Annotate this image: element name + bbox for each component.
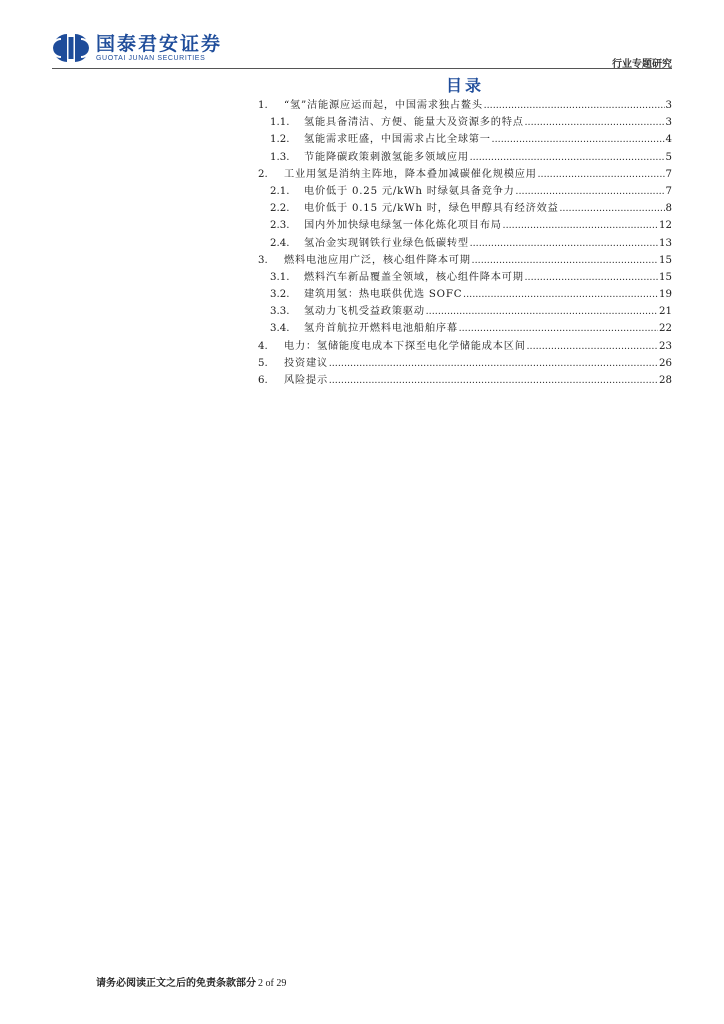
toc-leader-dots <box>492 131 665 148</box>
toc-entry-number: 2.3. <box>270 220 290 232</box>
company-logo <box>52 33 222 63</box>
toc-entry[interactable] <box>258 166 672 183</box>
toc-entry-page: 13 <box>659 237 672 249</box>
toc-entry-label: 氢能具备清洁、方便、能量大及资源多的特点 <box>304 117 524 129</box>
toc-entry-label: 燃料电池应用广泛，核心组件降本可期 <box>284 254 471 266</box>
toc-leader-dots <box>538 166 665 183</box>
toc-leader-dots <box>560 200 665 217</box>
toc-entry-number: 3.4. <box>270 323 290 335</box>
toc-entry-page: 15 <box>659 271 672 283</box>
toc-entry[interactable] <box>258 372 672 389</box>
toc-entry-number: 5. <box>258 357 268 369</box>
toc-entry-label: 建筑用氢：热电联供优选 SOFC <box>304 289 463 301</box>
toc-entry-number: 2.2. <box>270 203 290 215</box>
toc-entry-number: 3.2. <box>270 289 290 301</box>
toc-entry-label: 氢冶金实现钢铁行业绿色低碳转型 <box>304 237 469 249</box>
toc-entry[interactable] <box>258 303 672 320</box>
logo-english-name: GUOTAI JUNAN SECURITIES <box>96 55 206 62</box>
toc-entry-page: 5 <box>665 151 672 163</box>
toc-entry[interactable] <box>258 338 672 355</box>
toc-entry[interactable] <box>258 183 672 200</box>
page-header <box>0 0 724 72</box>
toc-entry-label: 工业用氢是消纳主阵地，降本叠加减碳催化规模应用 <box>284 168 537 180</box>
toc-entry-label: 风险提示 <box>284 375 328 386</box>
toc-entry-label: 电价低于 0.15 元/kWh 时，绿色甲醇具有经济效益 <box>304 203 559 215</box>
toc-entry[interactable] <box>258 149 672 166</box>
toc-entry-page: 26 <box>659 357 672 369</box>
toc-entry-page: 4 <box>665 134 672 146</box>
toc-entry-page: 19 <box>659 289 672 301</box>
page-number: 2 of 29 <box>258 978 287 989</box>
toc-title: 目录 <box>445 76 484 95</box>
toc-entry-label: 燃料汽车新品覆盖全领域，核心组件降本可期 <box>304 271 524 283</box>
toc-entry[interactable] <box>258 200 672 217</box>
toc-leader-dots <box>459 320 658 337</box>
table-of-contents <box>258 97 672 389</box>
toc-leader-dots <box>516 183 665 200</box>
toc-entry-label: 节能降碳政策刺激氢能多领域应用 <box>304 151 469 163</box>
toc-entry[interactable] <box>258 131 672 148</box>
toc-entry[interactable] <box>258 235 672 252</box>
toc-entry-number: 6. <box>258 375 268 386</box>
toc-entry-label: 国内外加快绿电绿氢一体化炼化项目布局 <box>304 220 502 232</box>
toc-entry[interactable] <box>258 355 672 372</box>
toc-leader-dots <box>470 235 658 252</box>
toc-leader-dots <box>329 355 658 372</box>
toc-entry[interactable] <box>258 320 672 337</box>
toc-leader-dots <box>484 97 665 114</box>
toc-leader-dots <box>527 338 658 355</box>
toc-entry-number: 2.1. <box>270 185 290 197</box>
header-divider <box>52 68 672 69</box>
toc-entry[interactable] <box>258 252 672 269</box>
toc-entry-label: 投资建议 <box>284 357 328 369</box>
toc-entry-page: 23 <box>659 340 672 352</box>
toc-leader-dots <box>463 286 658 303</box>
toc-entry-label: 电力：氢储能度电成本下探至电化学储能成本区间 <box>284 340 526 352</box>
footer-disclaimer: 请务必阅读正文之后的免责条款部分 <box>96 978 256 989</box>
toc-entry-number: 1. <box>258 100 268 111</box>
guotai-junan-logo-icon <box>52 33 90 63</box>
toc-entry[interactable] <box>258 269 672 286</box>
toc-entry-page: 12 <box>659 220 672 232</box>
toc-entry-number: 2. <box>258 168 268 180</box>
toc-entry-page: 21 <box>659 306 672 318</box>
toc-entry-page: 8 <box>665 203 672 215</box>
toc-entry-number: 3.1. <box>270 271 290 283</box>
toc-entry[interactable] <box>258 114 672 131</box>
toc-entry-number: 1.1. <box>270 117 290 129</box>
logo-chinese-name: 国泰君安证券 <box>96 33 223 55</box>
toc-entry-number: 1.3. <box>270 151 290 163</box>
toc-entry-label: 电价低于 0.25 元/kWh 时绿氨具备竞争力 <box>304 185 515 197</box>
toc-entry[interactable] <box>258 97 672 114</box>
toc-leader-dots <box>525 269 658 286</box>
toc-entry[interactable] <box>258 217 672 234</box>
toc-entry-number: 2.4. <box>270 237 290 249</box>
toc-entry-page: 28 <box>659 375 672 386</box>
toc-entry-page: 15 <box>659 254 672 266</box>
toc-entry-label: 氢动力飞机受益政策驱动 <box>304 306 425 318</box>
toc-leader-dots <box>472 252 658 269</box>
toc-leader-dots <box>525 114 665 131</box>
toc-leader-dots <box>470 149 665 166</box>
page-footer <box>96 974 286 989</box>
toc-entry-page: 3 <box>665 117 672 129</box>
toc-entry-page: 7 <box>665 185 672 197</box>
report-category: 行业专题研究 <box>612 59 672 70</box>
toc-entry-label: “氢”洁能源应运而起，中国需求独占鳌头 <box>284 100 483 111</box>
toc-entry-page: 22 <box>659 323 672 335</box>
toc-entry-number: 4. <box>258 340 268 352</box>
toc-entry-page: 3 <box>665 100 672 111</box>
toc-leader-dots <box>503 217 658 234</box>
toc-leader-dots <box>426 303 658 320</box>
toc-entry-number: 1.2. <box>270 134 290 146</box>
toc-entry-number: 3. <box>258 254 268 266</box>
toc-entry-label: 氢舟首航拉开燃料电池船舶序幕 <box>304 323 458 335</box>
toc-entry-label: 氢能需求旺盛，中国需求占比全球第一 <box>304 134 491 146</box>
toc-entry-number: 3.3. <box>270 306 290 318</box>
toc-entry[interactable] <box>258 286 672 303</box>
toc-leader-dots <box>329 372 658 389</box>
toc-entry-page: 7 <box>665 168 672 180</box>
